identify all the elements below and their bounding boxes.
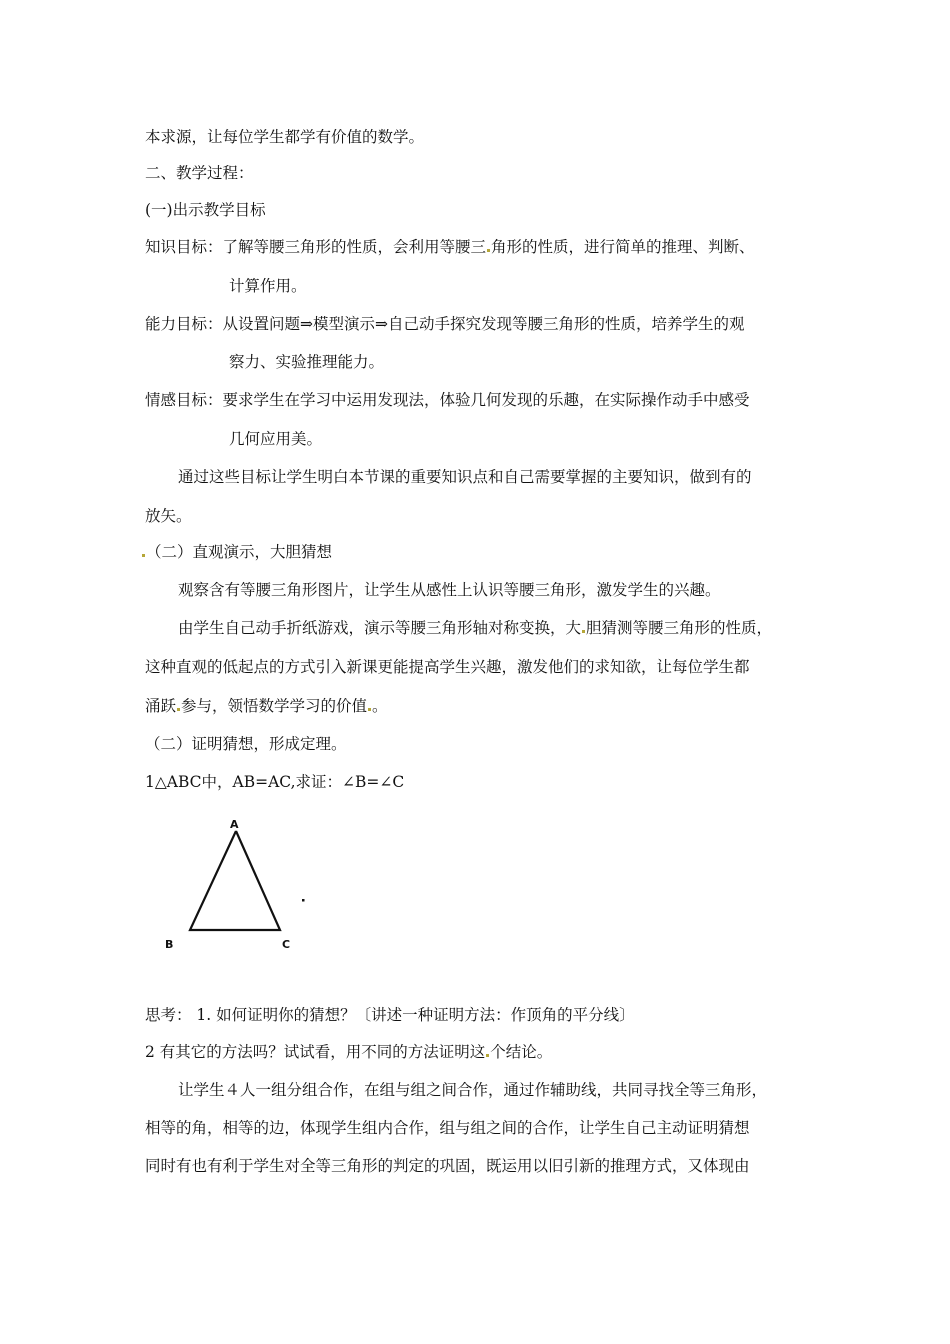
vertex-label-a: A [230,818,239,831]
text-span: 涌跃 [145,697,177,715]
emotion-goal-line: 情感目标：要求学生在学习中运用发现法，体验几何发现的乐趣，在实际操作动手中感受 [145,391,750,409]
paragraph-line [145,695,388,717]
ability-goal-continuation: 察力、实验推理能力。 [229,353,385,371]
triangle-abc [190,831,280,930]
paragraph-line: 这种直观的低起点的方式引入新课更能提高学生兴趣，激发他们的求知欲，让每位学生都 [145,658,750,676]
text-span: 由学生自己动手折纸游戏，演示等腰三角形轴对称变换，大 [178,619,582,637]
paragraph-line: 放矢。 [145,507,192,525]
paragraph-line [178,617,772,639]
paragraph-line: 观察含有等腰三角形图片，让学生从感性上认识等腰三角形，激发学生的兴趣。 [178,581,721,599]
marker-dot [177,708,180,711]
paragraph-line: 通过这些目标让学生明白本节课的重要知识点和自己需要掌握的主要知识，做到有的 [178,468,752,486]
paragraph-line: 同时有也有利于学生对全等三角形的判定的巩固，既运用以旧引新的推理方式，又体现由 [145,1157,750,1175]
subsection-heading [141,541,332,563]
section-heading: 二、教学过程： [145,164,254,182]
marker-dot [142,554,145,557]
stray-dot [302,899,305,902]
paragraph-line: 本求源，让每位学生都学有价值的数学。 [145,128,425,146]
triangle-svg [160,815,320,955]
subsection-heading: （二）证明猜想，形成定理。 [145,735,347,753]
text-span: 参与，领悟数学学习的价值 [181,697,368,715]
text-span: 个结论。 [490,1043,553,1061]
think-question-1: 思考： 1. 如何证明你的猜想？〔讲述一种证明方法：作顶角的平分线〕 [145,1006,635,1024]
marker-dot [487,249,490,252]
text-span: 胆猜测等腰三角形的性质， [586,619,773,637]
text-span: 。 [372,697,388,715]
emotion-goal-continuation: 几何应用美。 [229,430,323,448]
marker-dot [582,630,585,633]
problem-statement: 1△ABC中，AB=AC,求证：∠B=∠C [145,773,405,791]
isosceles-triangle-figure [160,815,320,955]
subsection-heading: (一)出示教学目标 [145,201,266,219]
vertex-label-c: C [282,938,291,951]
marker-dot [486,1054,489,1057]
paragraph-line: 相等的角，相等的边，体现学生组内合作，组与组之间的合作，让学生自己主动证明猜想 [145,1119,750,1137]
vertex-label-b: B [165,938,174,951]
marker-dot [368,708,371,711]
text-span: 2 有其它的方法吗？试试看，用不同的方法证明这 [145,1043,486,1061]
ability-goal-line: 能力目标：从设置问题⇒模型演示⇒自己动手探究发现等腰三角形的性质，培养学生的观 [145,315,745,333]
knowledge-goal-line [145,236,755,258]
text-span: 角形的性质，进行简单的推理、判断、 [491,238,755,256]
paragraph-line: 让学生４人一组分组合作，在组与组之间合作，通过作辅助线，共同寻找全等三角形， [178,1081,768,1099]
knowledge-goal-continuation: 计算作用。 [229,277,307,295]
text-span: （二）直观演示，大胆猜想 [146,543,333,561]
think-question-2 [145,1041,552,1063]
text-span: 知识目标：了解等腰三角形的性质，会利用等腰三 [145,238,487,256]
